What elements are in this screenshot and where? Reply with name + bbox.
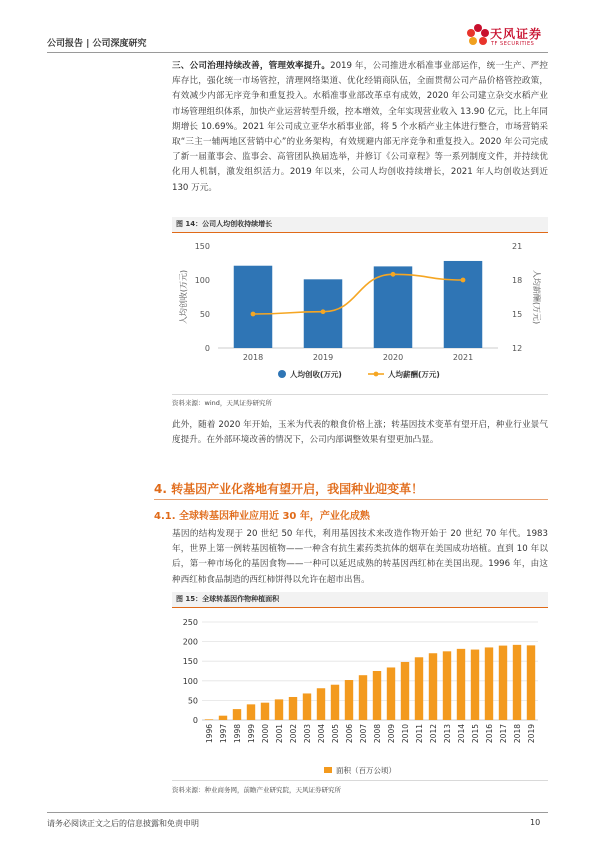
legend-marker xyxy=(324,767,332,773)
x-tick-label: 2001 xyxy=(275,724,284,744)
x-tick-label: 2003 xyxy=(303,724,312,744)
y-right-tick-label: 21 xyxy=(512,242,523,251)
y-left-axis-label: 人均创收(万元) xyxy=(179,269,188,325)
paragraph-body: 基因的结构发现于 20 世纪 50 年代，利用基因技术来改造作物开始于 20 世纪 70 年代。1983 年，世界上第一例转基因植物——一种含有抗生素药类抗体的烟草在美国成功培植。直到 10 年以后，第一种市场化的基因食物——一种可以延迟成熟的转基因西红柿在美国出现。1996 年，由这种西红柿食品制造的西红柿饼得以允许在超市出售。 xyxy=(172,529,548,585)
point-salary-per-capita xyxy=(461,278,466,283)
x-tick-label: 2005 xyxy=(331,724,340,744)
figure-15-title: 图 15：全球转基因作物种植面积 xyxy=(176,595,280,603)
y-left-tick-label: 50 xyxy=(199,310,210,319)
bar-revenue-per-capita xyxy=(374,266,413,348)
x-tick-label: 1997 xyxy=(219,724,228,744)
x-tick-label: 2004 xyxy=(317,724,326,744)
header-divider xyxy=(47,52,548,53)
legend-bar-marker xyxy=(278,370,286,378)
bar-revenue-per-capita xyxy=(444,261,483,348)
y-tick-label: 200 xyxy=(182,637,198,647)
x-tick-label: 2010 xyxy=(401,724,410,744)
bar-gmo-area xyxy=(303,693,311,720)
footer-divider xyxy=(47,812,548,813)
x-tick-label: 2014 xyxy=(457,724,466,744)
figure-14-source: 资料来源：wind，天风证券研究所 xyxy=(172,399,272,407)
bar-gmo-area xyxy=(331,685,339,720)
bar-gmo-area xyxy=(527,645,535,720)
line-salary-per-capita xyxy=(253,274,463,314)
paragraph-governance xyxy=(172,59,548,196)
figure-14-source-divider xyxy=(172,394,548,395)
x-tick-label: 2012 xyxy=(429,724,438,744)
bar-gmo-area xyxy=(457,649,465,720)
figure-15-source-divider xyxy=(172,780,548,781)
point-salary-per-capita xyxy=(251,312,256,317)
bar-gmo-area xyxy=(205,719,213,720)
legend-bar-label: 人均创收(万元) xyxy=(290,370,342,379)
bar-gmo-area xyxy=(471,650,479,720)
figure-14-title-bar xyxy=(172,217,548,233)
bar-gmo-area xyxy=(429,653,437,720)
bar-gmo-area xyxy=(247,704,255,720)
logo-flower-icon xyxy=(466,22,490,50)
bar-gmo-area xyxy=(359,675,367,720)
subsection-heading: 4.1. 全球转基因种业应用近 30 年，产业化成熟 xyxy=(154,511,370,522)
bar-gmo-area xyxy=(499,646,507,720)
figure-15-title-bar xyxy=(172,592,548,608)
bar-gmo-area xyxy=(415,657,423,720)
x-tick-label: 2009 xyxy=(387,724,396,744)
bar-gmo-area xyxy=(233,709,241,720)
y-tick-label: 50 xyxy=(187,696,198,706)
x-tick-label: 2007 xyxy=(359,724,368,744)
legend-line-point xyxy=(374,372,379,377)
logo-text-cn: 天风证券 xyxy=(490,27,543,41)
x-tick-label: 2000 xyxy=(261,724,270,744)
legend-label: 面积（百万公顷） xyxy=(336,766,396,775)
y-tick-label: 100 xyxy=(182,676,198,686)
y-tick-label: 150 xyxy=(182,657,198,667)
bar-gmo-area xyxy=(275,699,283,720)
x-tick-label: 1996 xyxy=(205,724,214,744)
bar-gmo-area xyxy=(373,671,381,720)
y-tick-label: 0 xyxy=(192,716,198,725)
x-tick-label: 1998 xyxy=(233,724,242,744)
figure-14-title: 图 14：公司人均创收持续增长 xyxy=(176,220,273,228)
bar-gmo-area xyxy=(443,651,451,720)
x-tick-label: 2002 xyxy=(289,724,298,744)
company-logo xyxy=(466,22,552,52)
x-tick-label: 2016 xyxy=(485,724,494,744)
x-tick-label: 2017 xyxy=(499,724,508,744)
logo-text-en: TF SECURITIES xyxy=(491,41,535,47)
y-right-tick-label: 18 xyxy=(512,276,523,285)
bar-gmo-area xyxy=(317,688,325,720)
bar-gmo-area xyxy=(219,716,227,720)
point-salary-per-capita xyxy=(391,272,396,277)
point-salary-per-capita xyxy=(321,309,326,314)
x-tick-label: 2013 xyxy=(443,724,452,744)
figure-15-chart xyxy=(172,610,548,780)
y-right-tick-label: 12 xyxy=(512,344,523,353)
paragraph-lead: 三、公司治理持续改善，管理效率提升。 xyxy=(172,61,331,71)
y-right-tick-label: 15 xyxy=(512,310,523,319)
paragraph-outlook xyxy=(172,418,548,448)
bar-gmo-area xyxy=(345,680,353,720)
x-tick-label: 2021 xyxy=(452,353,474,362)
x-tick-label: 2018 xyxy=(242,353,264,362)
x-tick-label: 2020 xyxy=(382,353,404,362)
bar-gmo-area xyxy=(289,697,297,720)
bar-revenue-per-capita xyxy=(234,266,273,348)
figure-14-chart xyxy=(172,234,548,384)
y-tick-label: 250 xyxy=(182,618,198,627)
bar-gmo-area xyxy=(261,703,269,720)
section-heading: 4. 转基因产业化落地有望开启，我国种业迎变革！ xyxy=(154,482,424,496)
paragraph-gmo-history xyxy=(172,527,548,588)
figure-15-source: 资料来源：种业商务网，前瞻产业研究院，天风证券研究所 xyxy=(172,786,341,794)
x-tick-label: 1999 xyxy=(247,724,256,744)
footer-disclaimer: 请务必阅读正文之后的信息披露和免责申明 xyxy=(47,819,199,828)
section-divider xyxy=(154,499,548,500)
x-tick-label: 2019 xyxy=(527,724,536,744)
y-right-axis-label: 人均薪酬(万元) xyxy=(532,269,541,325)
legend-line-label: 人均薪酬(万元) xyxy=(388,370,440,379)
x-tick-label: 2008 xyxy=(373,724,382,744)
bar-gmo-area xyxy=(513,645,521,720)
x-tick-label: 2006 xyxy=(345,724,354,744)
y-left-tick-label: 0 xyxy=(204,344,210,353)
bar-gmo-area xyxy=(387,667,395,720)
y-left-tick-label: 150 xyxy=(194,242,210,251)
bar-gmo-area xyxy=(401,662,409,720)
x-tick-label: 2011 xyxy=(415,724,424,744)
x-tick-label: 2015 xyxy=(471,724,480,744)
bar-gmo-area xyxy=(485,647,493,720)
x-tick-label: 2019 xyxy=(312,353,334,362)
y-left-tick-label: 100 xyxy=(194,276,210,285)
paragraph-body: 此外，随着 2020 年开始，玉米为代表的粮食价格上涨；转基因技术变革有望开启，种业行业景气度提升。在外部环境改善的情况下，公司内部调整效果有望更加凸显。 xyxy=(172,420,548,446)
x-tick-label: 2018 xyxy=(513,724,522,744)
header-breadcrumb: 公司报告 | 公司深度研究 xyxy=(47,39,147,49)
paragraph-body: 2019 年，公司推进水稻准事业部运作，统一生产、严控库存比，强化统一市场管控，清理网络渠道、优化经销商队伍，全面贯彻公司产品价格管控政策，有效减少内部无序竞争和重复投入。水稻准事业部改革卓有成效，2020 年公司建立杂交水稻产业市场管理组织体系，加快产业运营转型升级，控本增效，全年实现营业收入 13.90 亿元，比上年同期增长 10.69%。2021 年公司成立亚华水稻事业部，将 5 个水稻产业主体进行整合，市场营销采取“三主一辅两地区营销中心”的业务架构，有效规避内部无序竞争和重复投入。2020 年公司完成了新一届董事会、监事会、高管团队换届选举，并修订《公司章程》等一系列制度文件，并持续优化用人机制，激发组织活力。2019 年以来，公司人均创收持续增长，2021 年人均创收达到近 130 万元。 xyxy=(172,61,548,193)
page-number: 10 xyxy=(530,818,541,827)
